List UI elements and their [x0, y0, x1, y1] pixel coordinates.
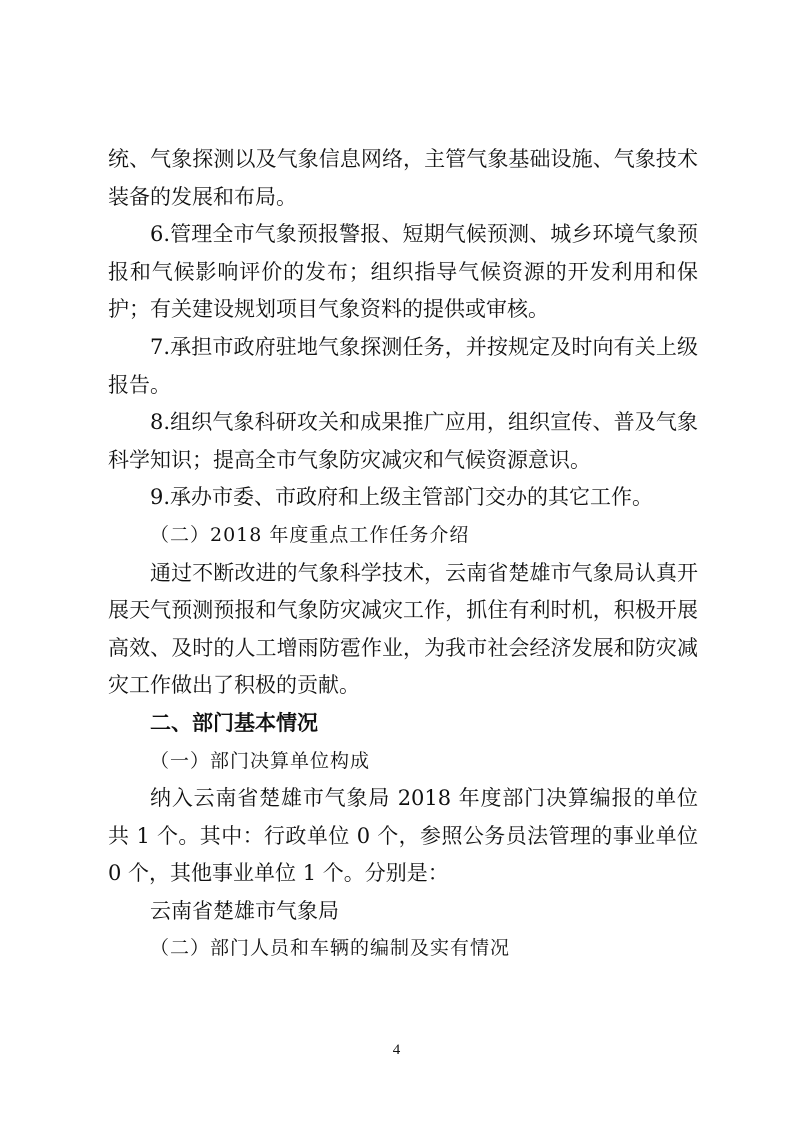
paragraph-key-tasks-intro: 通过不断改进的气象科学技术，云南省楚雄市气象局认真开展天气预测预报和气象防灾减灾工作，抓住有利时机，积极开展高效、及时的人工增雨防雹作业，为我市社会经济发展和防灾减灾工作做出了积极的贡献。 [108, 560, 698, 698]
paragraph-duty-8: 8.组织气象科研攻关和成果推广应用，组织宣传、普及气象科学知识；提高全市气象防灾减灾和气候资源意识。 [108, 410, 698, 472]
paragraph-unit-composition: 纳入云南省楚雄市气象局 2018 年度部门决算编报的单位共 1 个。其中：行政单位 0 个，参照公务员法管理的事业单位 0 个，其他事业单位 1 个。分别是： [108, 786, 698, 886]
paragraph-duties-5-continuation: 统、气象探测以及气象信息网络，主管气象基础设施、气象技术装备的发展和布局。 [108, 147, 698, 209]
subheading-unit-composition: （一）部门决算单位构成 [150, 749, 371, 772]
subheading-staff-and-vehicles: （二）部门人员和车辆的编制及实有情况 [150, 937, 511, 960]
paragraph-duty-9: 9.承办市委、市政府和上级主管部门交办的其它工作。 [150, 485, 654, 510]
section-heading-department-basics: 二、部门基本情况 [150, 710, 318, 735]
paragraph-duty-7: 7.承担市政府驻地气象探测任务，并按规定及时向有关上级报告。 [108, 334, 698, 397]
paragraph-unit-name: 云南省楚雄市气象局 [150, 898, 339, 923]
paragraph-duty-6: 6.管理全市气象预报警报、短期气候预测、城乡环境气象预报和气候影响评价的发布；组织指导气候资源的开发利用和保护；有关建设规划项目气象资料的提供或审核。 [108, 222, 698, 322]
page-number: 4 [392, 1042, 401, 1058]
subheading-2018-key-tasks: （二）2018 年度重点工作任务介绍 [150, 523, 470, 546]
page-body [108, 141, 698, 968]
